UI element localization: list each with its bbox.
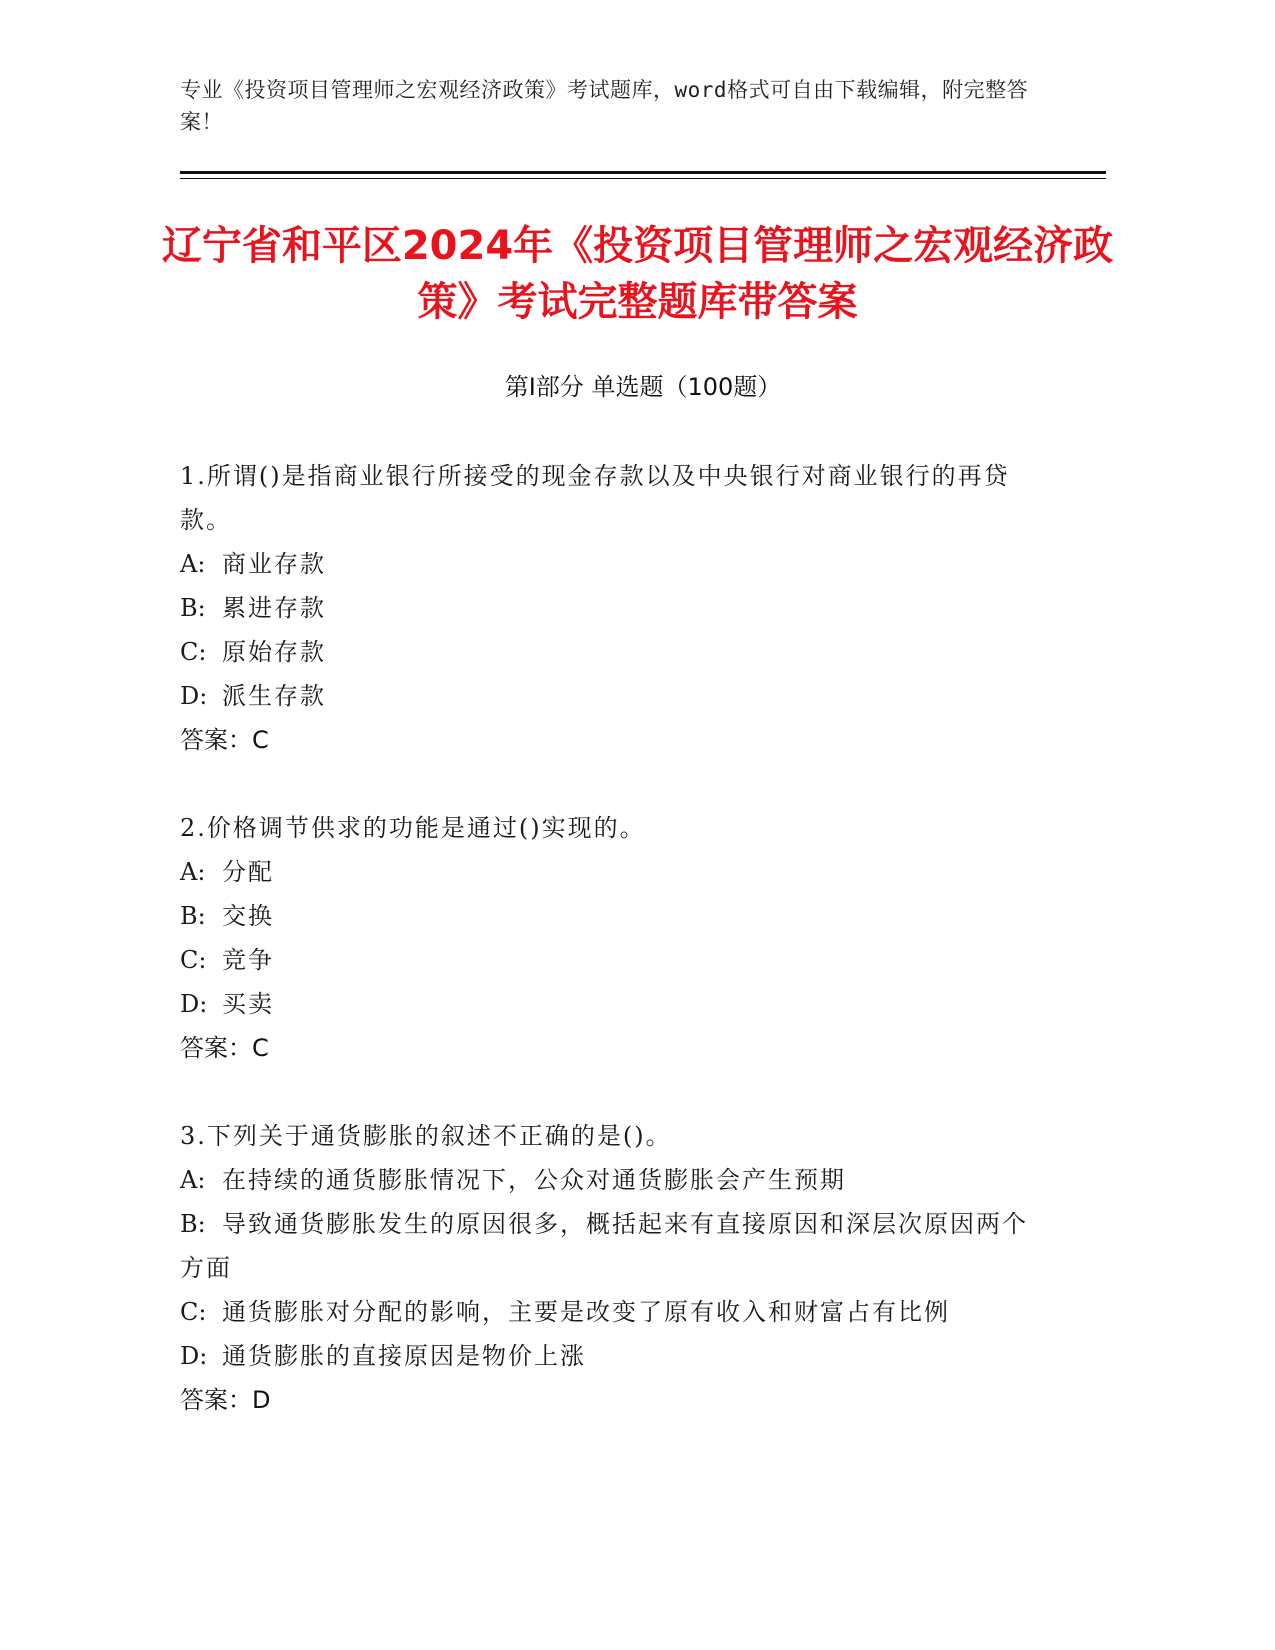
header-divider-thick [180, 171, 1106, 174]
option-c [180, 1290, 1040, 1334]
option-c [180, 630, 1040, 674]
option-text: 商业存款 [222, 550, 326, 578]
option-letter: C: [180, 946, 207, 974]
option-letter: C: [180, 638, 207, 666]
document-title: 辽宁省和平区2024年《投资项目管理师之宏观经济政策》考试完整题库带答案 [161, 223, 1114, 325]
question-1 [180, 454, 1040, 762]
option-a [180, 850, 1040, 894]
option-letter: B: [180, 902, 206, 930]
option-letter: D: [180, 682, 208, 710]
option-letter: C: [180, 1298, 207, 1326]
option-b [180, 894, 1040, 938]
question-stem: 1.所谓()是指商业银行所接受的现金存款以及中央银行对商业银行的再贷款。 [180, 462, 1010, 534]
option-letter: A: [180, 1166, 206, 1194]
option-text: 累进存款 [222, 594, 326, 622]
option-a [180, 1158, 1040, 1202]
option-letter: A: [180, 858, 206, 886]
option-text: 导致通货膨胀发生的原因很多，概括起来有直接原因和深层次原因两个方面 [180, 1210, 1028, 1282]
option-text: 原始存款 [222, 638, 326, 666]
question-list [180, 454, 1040, 1466]
option-letter: A: [180, 550, 206, 578]
answer-label: 答案：C [180, 726, 269, 754]
option-b [180, 1202, 1040, 1290]
option-text: 交换 [222, 902, 274, 930]
option-c [180, 938, 1040, 982]
option-d [180, 1334, 1040, 1378]
section-title: 第Ⅰ部分 单选题（100题） [504, 373, 782, 401]
answer-label: 答案：D [180, 1386, 271, 1414]
option-letter: B: [180, 594, 206, 622]
question-stem: 3.下列关于通货膨胀的叙述不正确的是()。 [180, 1122, 672, 1150]
option-text: 派生存款 [222, 682, 326, 710]
option-text: 买卖 [222, 990, 274, 1018]
option-d [180, 674, 1040, 718]
option-text: 通货膨胀的直接原因是物价上涨 [222, 1342, 586, 1370]
answer-label: 答案：C [180, 1034, 269, 1062]
option-a [180, 542, 1040, 586]
option-d [180, 982, 1040, 1026]
option-b [180, 586, 1040, 630]
option-text: 通货膨胀对分配的影响，主要是改变了原有收入和财富占有比例 [222, 1298, 950, 1326]
option-text: 分配 [222, 858, 274, 886]
option-text: 竞争 [222, 946, 274, 974]
header-note: 专业《投资项目管理师之宏观经济政策》考试题库，word格式可自由下载编辑，附完整答案！ [180, 78, 1029, 134]
question-3 [180, 1114, 1040, 1422]
option-text: 在持续的通货膨胀情况下，公众对通货膨胀会产生预期 [222, 1166, 846, 1194]
option-letter: D: [180, 1342, 208, 1370]
header-divider-thin [180, 178, 1106, 179]
option-letter: D: [180, 990, 208, 1018]
question-stem: 2.价格调节供求的功能是通过()实现的。 [180, 814, 646, 842]
option-letter: B: [180, 1210, 206, 1238]
question-2 [180, 806, 1040, 1070]
